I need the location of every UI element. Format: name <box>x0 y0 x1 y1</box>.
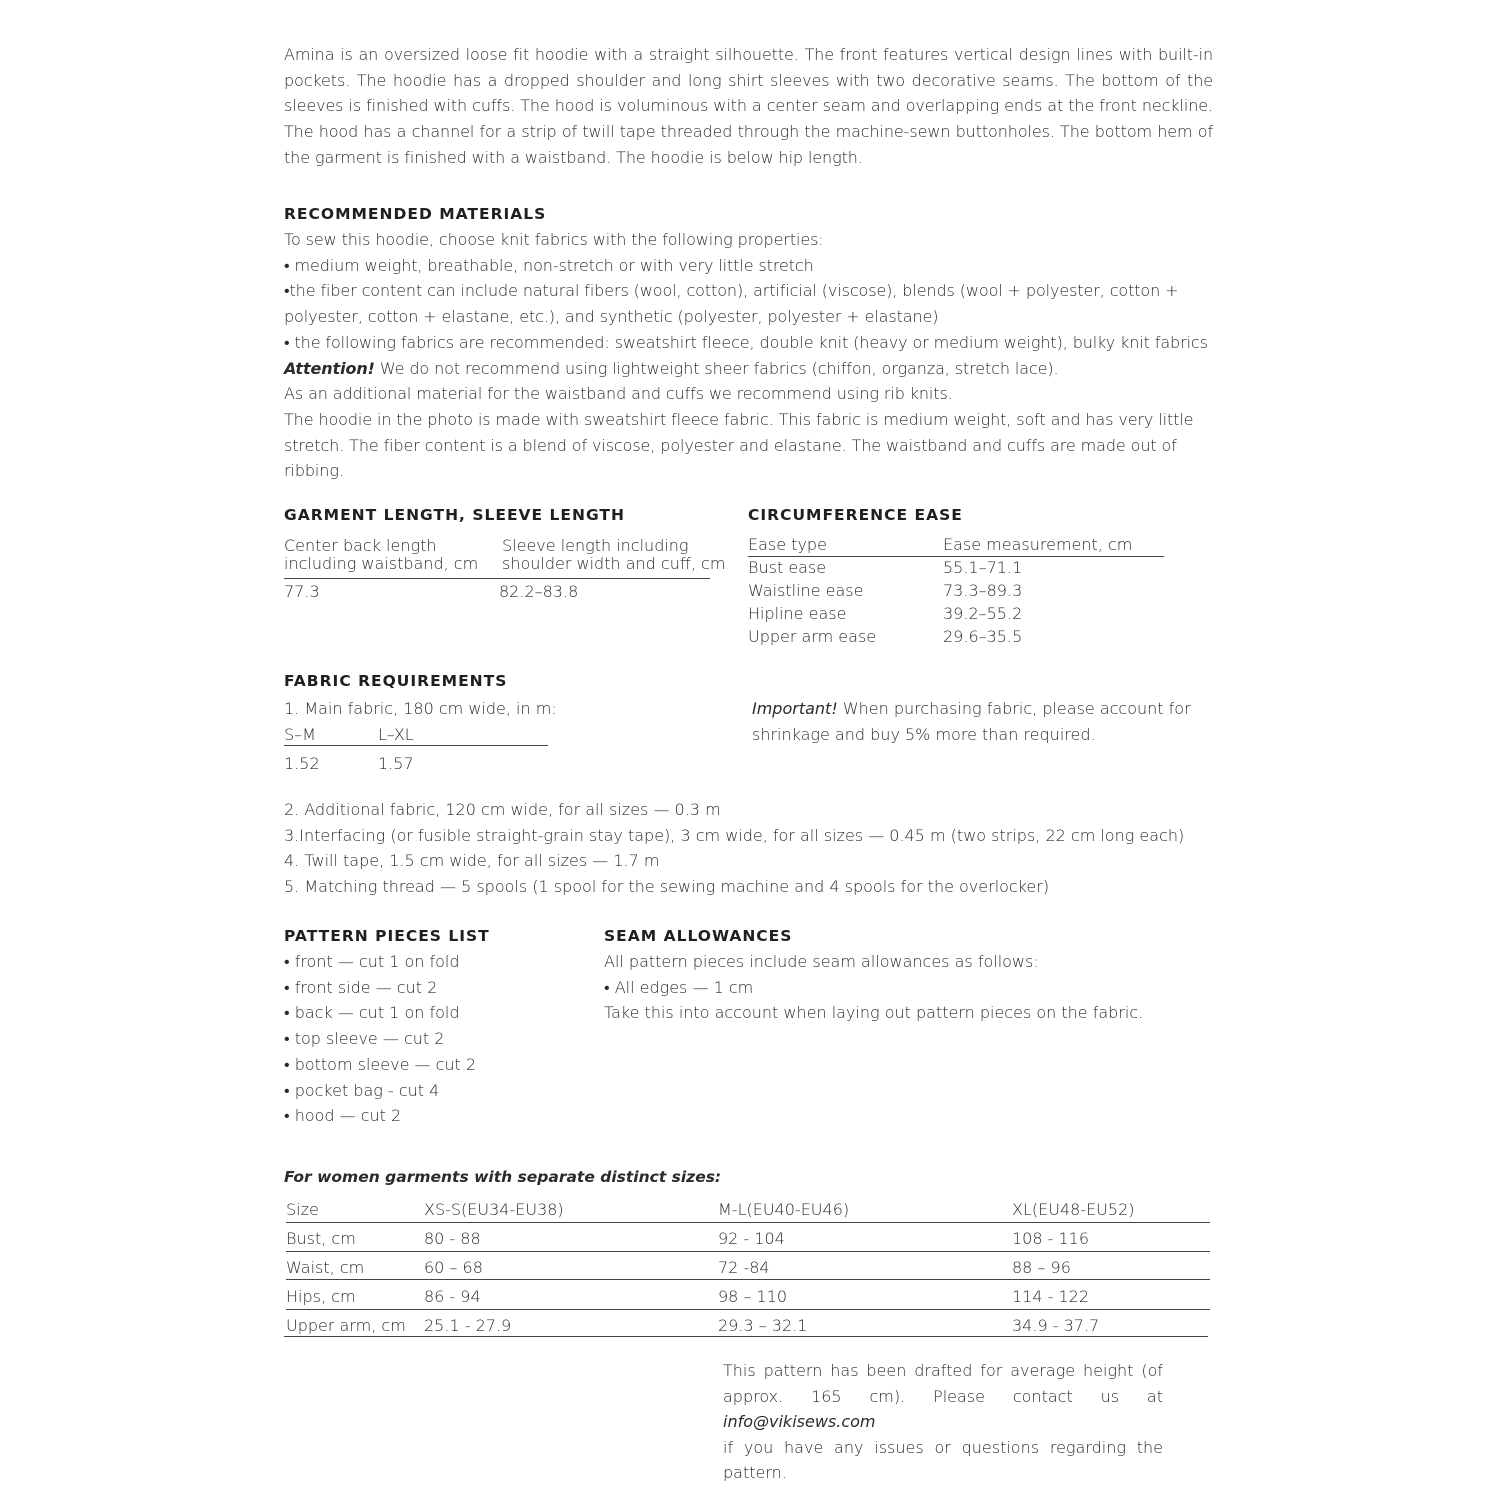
lengths-heading: GARMENT LENGTH, SLEEVE LENGTH <box>284 506 625 524</box>
header-line: Center back length <box>284 536 437 555</box>
important-label: Important! <box>752 699 838 718</box>
lengths-value-1: 77.3 <box>284 582 320 601</box>
size-rule <box>286 1279 1210 1280</box>
header-line: shoulder width and cuff, cm <box>502 554 726 573</box>
seams-line: • All edges — 1 cm <box>604 977 754 997</box>
size-cell: 98 – 110 <box>718 1287 788 1306</box>
materials-photo-note: The hoodie in the photo is made with sweatshirt fleece fabric. This fabric is medium weight, soft and has very little stretch. The fiber content is a blend of viscose, polyester and elastane. The waistband and cuffs are made out of ribbing. <box>284 409 1194 481</box>
lengths-col1-header <box>284 537 478 573</box>
fabric-rule <box>284 745 548 746</box>
ease-col2-header: Ease measurement, cm <box>943 535 1133 554</box>
ease-rule <box>748 556 1164 557</box>
materials-rib: As an additional material for the waistband and cuffs we recommend using rib knits. <box>284 384 953 404</box>
list-item: • front — cut 1 on fold <box>284 952 460 971</box>
fabric-size-header-1: S–M <box>284 725 316 744</box>
email-link[interactable]: info@vikisews.com <box>723 1412 876 1431</box>
materials-bullet: • the following fabrics are recommended: sweatshirt fleece, double knit (heavy or medium weight), bulky knit fabrics <box>284 332 1208 352</box>
ease-row-type: Hipline ease <box>748 604 847 623</box>
fabric-value-1: 1.52 <box>284 754 320 773</box>
ease-row-type: Upper arm ease <box>748 627 877 646</box>
list-item: • pocket bag - cut 4 <box>284 1080 440 1100</box>
ease-row-type: Waistline ease <box>748 581 864 600</box>
list-item: • bottom sleeve — cut 2 <box>284 1054 477 1074</box>
list-item: • hood — cut 2 <box>284 1106 402 1126</box>
ease-row-value: 39.2–55.2 <box>943 604 1023 623</box>
ease-row-type: Bust ease <box>748 558 827 577</box>
list-item: • front side — cut 2 <box>284 977 438 997</box>
size-cell: 86 - 94 <box>424 1287 481 1306</box>
fabric-value-2: 1.57 <box>378 754 414 773</box>
attention-label: Attention! <box>284 358 375 378</box>
footer-text: approx. 165 cm). Please contact us at <box>723 1386 1163 1406</box>
fabric-main: 1. Main fabric, 180 cm wide, in m: <box>284 699 557 718</box>
footer-line: This pattern has been drafted for average height (of <box>723 1361 1163 1380</box>
seams-heading: SEAM ALLOWANCES <box>604 927 793 945</box>
size-rule <box>286 1309 1210 1310</box>
ease-row-value: 55.1–71.1 <box>943 558 1023 577</box>
size-cell: 92 - 104 <box>718 1229 785 1248</box>
list-item: 4. Twill tape, 1.5 cm wide, for all sizes — 1.7 m <box>284 851 660 871</box>
size-rule <box>286 1251 1210 1252</box>
size-row-label: Bust, cm <box>286 1229 356 1248</box>
size-cell: 72 -84 <box>718 1258 770 1277</box>
ease-heading: CIRCUMFERENCE EASE <box>748 506 963 524</box>
size-cell: 88 – 96 <box>1012 1258 1071 1277</box>
ease-row-value: 29.6–35.5 <box>943 627 1023 646</box>
size-row-label: Waist, cm <box>286 1258 365 1277</box>
footer-line: if you have any issues or questions regarding the pattern. <box>723 1437 1163 1482</box>
document-page <box>284 42 1213 1482</box>
size-cell: 114 - 122 <box>1012 1287 1090 1306</box>
intro-paragraph: Amina is an oversized loose fit hoodie with a straight silhouette. The front features vertical design lines with built-in pockets. The hoodie has a dropped shoulder and long shirt sleeves with two decorative seams. The bottom of the sleeves is finished with cuffs. The hood is voluminous with a center seam and overlapping ends at the front neckline. The hood has a channel for a strip of twill tape threaded through the machine-sewn buttonholes. The bottom hem of the garment is finished with a waistband. The hoodie is below hip length. <box>284 45 1213 167</box>
fabric-size-header-2: L–XL <box>378 725 414 744</box>
header-line: Sleeve length including <box>502 536 689 555</box>
size-header-cell: XS-S(EU34-EU38) <box>424 1200 564 1219</box>
materials-lead: To sew this hoodie, choose knit fabrics with the following properties: <box>284 230 824 249</box>
header-line: including waistband, cm <box>284 554 479 573</box>
size-rule <box>286 1222 1210 1223</box>
size-row-label: Upper arm, cm <box>286 1316 406 1335</box>
size-cell: 108 - 116 <box>1012 1229 1090 1248</box>
attention-text: We do not recommend using lightweight sheer fabrics (chiffon, organza, stretch lace). <box>374 358 1059 378</box>
size-header-cell: M-L(EU40-EU46) <box>718 1200 850 1219</box>
lengths-value-2: 82.2–83.8 <box>499 582 579 601</box>
ease-row-value: 73.3–89.3 <box>943 581 1023 600</box>
important-note <box>752 696 1191 747</box>
size-cell: 80 - 88 <box>424 1229 481 1248</box>
size-rule <box>284 1336 1208 1337</box>
list-item: • back — cut 1 on fold <box>284 1003 460 1023</box>
seams-text <box>604 949 1204 1026</box>
lengths-col2-header <box>502 537 725 573</box>
materials-section <box>284 205 1213 484</box>
size-cell: 29.3 – 32.1 <box>718 1316 808 1335</box>
list-item: 5. Matching thread — 5 spools (1 spool for the sewing machine and 4 spools for the overlocker) <box>284 877 1050 897</box>
pieces-list <box>284 949 584 1129</box>
lengths-rule <box>284 578 710 579</box>
size-header-cell: Size <box>286 1200 319 1219</box>
seams-line: All pattern pieces include seam allowances as follows: <box>604 952 1039 971</box>
size-cell: 34.9 - 37.7 <box>1012 1316 1100 1335</box>
ease-col1-header: Ease type <box>748 535 827 554</box>
size-row-label: Hips, cm <box>286 1287 356 1306</box>
seams-line: Take this into account when laying out pattern pieces on the fabric. <box>604 1003 1144 1023</box>
size-chart-title: For women garments with separate distinct sizes: <box>284 1168 722 1186</box>
list-item: • top sleeve — cut 2 <box>284 1029 445 1049</box>
size-cell: 25.1 - 27.9 <box>424 1316 512 1335</box>
fabric-items-list <box>284 797 1213 900</box>
materials-heading: RECOMMENDED MATERIALS <box>284 205 547 223</box>
fabric-heading: FABRIC REQUIREMENTS <box>284 672 508 690</box>
pieces-heading: PATTERN PIECES LIST <box>284 927 490 945</box>
footer-line <box>723 1384 1163 1435</box>
size-cell: 60 – 68 <box>424 1258 483 1277</box>
materials-attention <box>284 356 1213 382</box>
materials-bullet: • medium weight, breathable, non-stretch or with very little stretch <box>284 255 814 275</box>
size-header-cell: XL(EU48-EU52) <box>1012 1200 1135 1219</box>
materials-bullet: •the fiber content can include natural fibers (wool, cotton), artificial (viscose), blends (wool + polyester, cotton + polyester, cotton + elastane, etc.), and synthetic (polyester, polyester + elastane) <box>284 281 1179 327</box>
list-item: 2. Additional fabric, 120 cm wide, for all sizes — 0.3 m <box>284 800 721 819</box>
important-text: shrinkage and buy 5% more than required. <box>752 724 1096 744</box>
footer-note <box>723 1358 1163 1486</box>
list-item: 3.Interfacing (or fusible straight-grain stay tape), 3 cm wide, for all sizes — 0.45 m (two strips, 22 cm long each) <box>284 825 1185 845</box>
important-text: When purchasing fabric, please account for <box>837 699 1191 718</box>
